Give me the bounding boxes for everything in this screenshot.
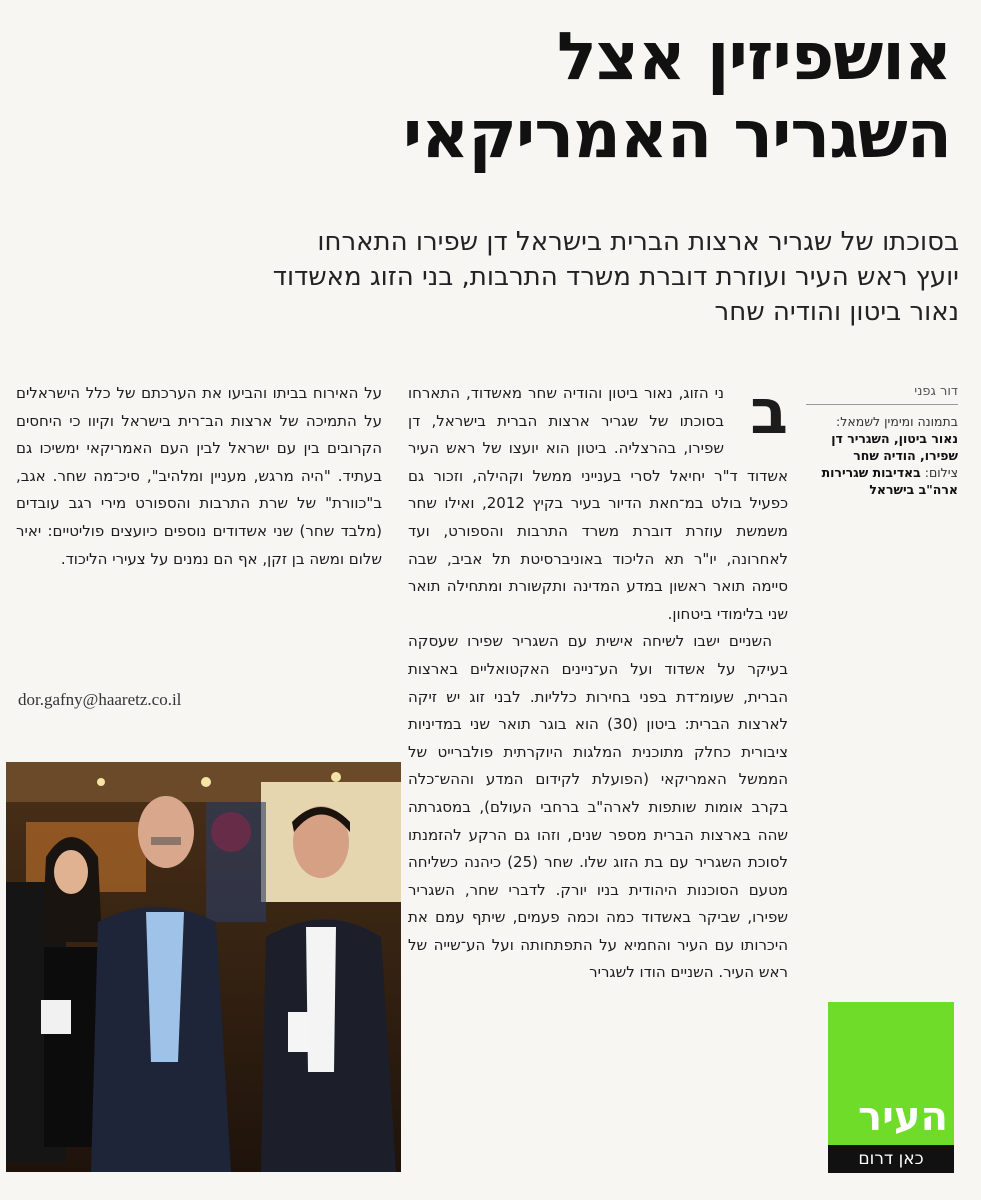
author-name: דור גפני (806, 384, 958, 405)
article-column-left (16, 380, 382, 573)
headline (170, 18, 951, 174)
article-column-right (408, 375, 789, 987)
paragraph-2: השניים ישבו לשיחה אישית עם השגריר שפירו שעסקה בעיקר על אשדוד ועל הע־ניינים האקטואליים בארצות הברית, שעומ־דת בפני בחירות כלליות. לבני זוג יש זיקה לארצות הברית: ביטון (30) הוא בוגר תואר שני במדיניות ציבורית כחלק מתוכנית המלגות היוקרתית פולברייט של הממשל האמריקאי (הפועלת לקידום המדע וההש־כלה בקרב אומות שותפות לארה"ב ברחבי העולם), במסגרתה שהה בארצות הברית מספר שנים, וזהו גם הרקע להזמנתו לסוכת השגריר עם בת הזוג שלו. שחר (25) כיהנה כשליחה מטעם הסוכנות היהודית בניו יורק. לדברי שחר, השגריר שפירו, שביקר באשדוד כמה וכמה פעמים, שיתף עמם את היכרותו עם העיר והחמיא על התפתחותה ועל הע־שייה של ראש העיר. השניים הודו לשגריר (408, 632, 788, 982)
drop-cap: ב (750, 375, 788, 448)
paragraph-3: על האירוח בביתו והביעו את הערכתם של כלל הישראלים על התמיכה של ארצות הב־רית בישראל וקיוו כי היחסים הקרובים בין עם ישראל לבין העם האמריקאי ימשיכו גם בעתיד. "היה מרגש, מעניין ומלהיב", סיכ־מה שחר. אגב, ב"כוורת" של שרת התרבות והספורט מירי רגב עובדים (מלבד שחר) שני אשדודים נוספים כיועצים פוליטיים: יאיר שלום ומשה בן זקן, אף הם נמנים על צעירי הליכוד. (16, 384, 382, 568)
author-email[interactable]: dor.gafny@haaretz.co.il (18, 690, 182, 709)
caption-names: נאור ביטון, השגריר דן שפירו, הודיה שחר (831, 431, 958, 463)
subhead-line-2: יועץ ראש העיר ועוזרת דוברת משרד התרבות, בני הזוג מאשדוד (272, 262, 959, 292)
publication-logo (828, 1002, 954, 1173)
byline-block (806, 384, 958, 498)
subhead-line-3: נאור ביטון והודיה שחר (714, 297, 959, 327)
caption-credit-label: צילום: (924, 465, 958, 480)
article-photo (6, 762, 401, 1172)
photo-caption (806, 413, 958, 498)
caption-prefix: בתמונה ומימין לשמאל: (836, 414, 958, 429)
paragraph-1: ני הזוג, נאור ביטון והודיה שחר מאשדוד, התארחו בסוכתו של שגריר ארצות הברית בישראל, דן שפירו, בהרצליה. ביטון הוא יועצו של ראש העיר אשדוד ד"ר יחיאל לסרי בענייני ממשל וקהילה, וזכור גם כפעיל בולט במ־חאת הדיור בעיר בקיץ 2012, ואילו שחר משמשת עוזרת דוברת משרד התרבות והספורט, ועד לאחרונה, יו"ר תא הליכוד באוניברסיטת תל אביב, שבה סיימה תואר ראשון במדע המדינה ותקשורת ומתחילה תואר שני בלימודי ביטחון. (408, 384, 789, 623)
photo-illustration (6, 762, 401, 1172)
logo-green-block (828, 1002, 954, 1145)
subheadline (18, 225, 959, 330)
headline-line-1: אושפיזין אצל (556, 18, 951, 95)
caption-credit: באדיבות שגרירות ארה"ב בישראל (821, 465, 958, 497)
logo-title: העיר (858, 1094, 948, 1140)
logo-subtitle: כאן דרום (828, 1145, 954, 1173)
headline-line-2: השגריר האמריקאי (402, 96, 951, 173)
subhead-line-1: בסוכתו של שגריר ארצות הברית בישראל דן שפירו התארחו (317, 227, 959, 257)
